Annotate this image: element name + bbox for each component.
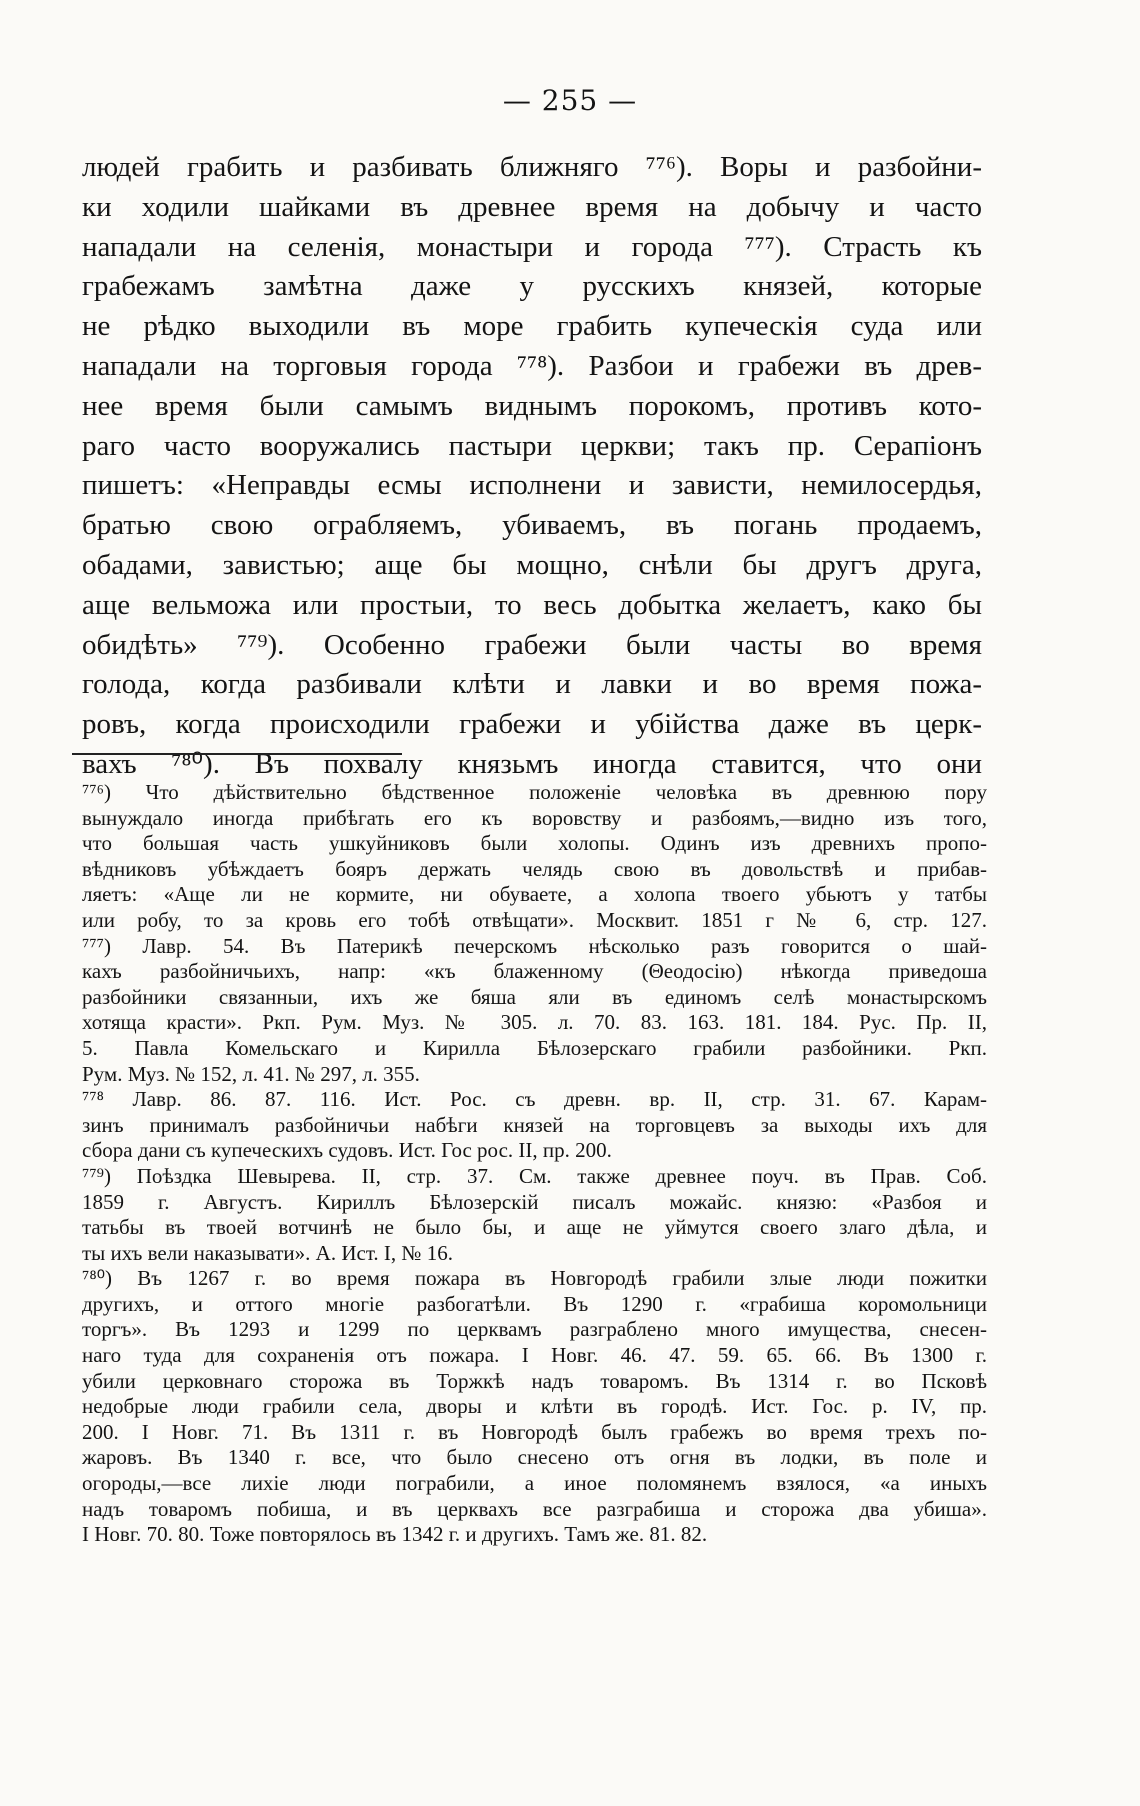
main-line: грабежамъ замѣтна даже у русскихъ князей, которые bbox=[82, 270, 982, 303]
main-line: пишетъ: «Неправды есмы исполнени и зависти, немилосердья, bbox=[82, 469, 982, 502]
footnote-line: убили церковнаго сторожа въ Торжкѣ надъ товаромъ. Въ 1314 г. во Псковѣ bbox=[82, 1368, 987, 1393]
footnote-line: наго туда для сохраненія отъ пожара. I Новг. 46. 47. 59. 65. 66. Въ 1300 г. bbox=[82, 1343, 987, 1368]
footnote-line: ляетъ: «Аще ли не кормите, ни обуваете, а холопа твоего убьютъ у татбы bbox=[82, 882, 987, 907]
main-line: братью свою ограбляемъ, убиваемъ, въ погань продаемъ, bbox=[82, 509, 982, 542]
footnote-line: надъ товаромъ побиша, и въ церквахъ все разграбиша и сторожа два убиша». bbox=[82, 1496, 987, 1521]
footnote-line: Рум. Муз. № 152, л. 41. № 297, л. 355. bbox=[82, 1061, 420, 1086]
footnote-line: 200. I Новг. 71. Въ 1311 г. въ Новгородѣ былъ грабежъ во время трехъ по- bbox=[82, 1419, 987, 1444]
footnote-line: 5. Павла Комельскаго и Кирилла Бѣлозерскаго грабили разбойники. Ркп. bbox=[82, 1035, 987, 1060]
footnote-line: I Новг. 70. 80. Тоже повторялось въ 1342 г. и другихъ. Тамъ же. 81. 82. bbox=[82, 1522, 708, 1547]
main-line: вахъ ⁷⁸⁰). Въ похвалу князьмъ иногда ставится, что они bbox=[82, 747, 982, 780]
footnote-line: ⁷⁷⁸ Лавр. 86. 87. 116. Ист. Рос. съ древн. вр. II, стр. 31. 67. Карам- bbox=[82, 1087, 987, 1112]
footnote-line: ⁷⁸⁰) Въ 1267 г. во время пожара въ Новгородѣ грабили злые люди пожитки bbox=[82, 1266, 987, 1291]
footnote-line: ты ихъ вели наказывати». А. Ист. I, № 16. bbox=[82, 1240, 453, 1265]
main-line: нападали на селенія, монастыри и города ⁷⁷⁷). Страсть къ bbox=[82, 230, 982, 263]
footnote-line: жаровъ. Въ 1340 г. все, что было снесено отъ огня въ лодки, въ поле и bbox=[82, 1445, 987, 1470]
main-line: людей грабить и разбивать ближняго ⁷⁷⁶). Воры и разбойни- bbox=[82, 151, 982, 183]
main-line: не рѣдко выходили въ море грабить купеческія суда или bbox=[82, 310, 982, 343]
main-line: ровъ, когда происходили грабежи и убійства даже въ церк- bbox=[82, 708, 982, 741]
main-line: нападали на торговыя города ⁷⁷⁸). Разбои и грабежи въ древ- bbox=[82, 349, 982, 382]
main-text bbox=[82, 148, 982, 785]
footnote-line: другихъ, и оттого многіе разбогатѣли. Въ 1290 г. «грабиша коромольници bbox=[82, 1291, 987, 1316]
main-line: обадами, завистью; аще бы мощно, снѣли бы другъ друга, bbox=[82, 548, 982, 581]
page-number: — 255 — bbox=[502, 84, 638, 117]
main-line: раго часто вооружались пастыри церкви; такъ пр. Серапіонъ bbox=[82, 429, 982, 462]
footnote-line: ⁷⁷⁹) Поѣздка Шевырева. II, стр. 37. См. также древнее поуч. въ Прав. Соб. bbox=[82, 1163, 987, 1188]
footnote-line: зинъ принималъ разбойничьи набѣги князей на торговцевъ за выходы ихъ для bbox=[82, 1112, 987, 1137]
footnote-line: татьбы въ твоей вотчинѣ не было бы, и аще не уймутся своего злаго дѣла, и bbox=[82, 1215, 987, 1240]
footnote-line: торгъ». Въ 1293 и 1299 по церквамъ разграблено много имущества, снесен- bbox=[82, 1317, 987, 1342]
footnote-line: кахъ разбойничьихъ, напр: «къ блаженному (Θеодосію) нѣкогда приведоша bbox=[82, 959, 987, 984]
footnote-line: вѣдниковъ убѣждаетъ бояръ держать челядь свою въ довольствѣ и прибав- bbox=[82, 856, 987, 881]
main-line: нее время были самымъ виднымъ порокомъ, противъ кото- bbox=[82, 389, 982, 422]
footnote-line: сбора дани съ купеческихъ судовъ. Ист. Гос рос. II, пр. 200. bbox=[82, 1138, 612, 1163]
footnote-line: ⁷⁷⁷) Лавр. 54. Въ Патерикѣ печерскомъ нѣсколько разъ говорится о шай- bbox=[82, 933, 987, 958]
main-line: обидѣть» ⁷⁷⁹). Особенно грабежи были часты во время bbox=[82, 628, 982, 661]
footnote-line: что большая часть ушкуйниковъ были холопы. Одинъ изъ древнихъ пропо- bbox=[82, 831, 987, 856]
main-line: голода, когда разбивали клѣти и лавки и во время пожа- bbox=[82, 668, 982, 701]
main-line: ки ходили шайками въ древнее время на добычу и часто bbox=[82, 190, 982, 223]
footnote-line: огороды,—все лихіе люди пограбили, а иное поломянемъ взялося, «а иныхъ bbox=[82, 1471, 987, 1496]
footnote-line: разбойники связанныи, ихъ же бяша яли въ единомъ селѣ монастырскомъ bbox=[82, 984, 987, 1009]
footnote-line: ⁷⁷⁶) Что дѣйствительно бѣдственное положеніе человѣка въ древнюю пору bbox=[82, 780, 987, 804]
footnote-line: недобрые люди грабили села, дворы и клѣти въ городѣ. Ист. Гос. р. IV, пр. bbox=[82, 1394, 987, 1419]
footnote-line: или робу, то за кровь его тобѣ отвѣщати». Москвит. 1851 г № 6, стр. 127. bbox=[82, 907, 987, 932]
footnote-line: 1859 г. Августъ. Кириллъ Бѣлозерскій писалъ можайс. князю: «Разбоя и bbox=[82, 1189, 987, 1214]
main-line: аще вельможа или простыи, то весь добытка желаетъ, како бы bbox=[82, 588, 982, 621]
footnotes bbox=[82, 780, 987, 1548]
footnote-line: вынуждало иногда прибѣгать его къ воровству и разбоямъ,—видно изъ того, bbox=[82, 805, 987, 830]
footnote-line: хотяща красти». Ркп. Рум. Муз. № 305. л. 70. 83. 163. 181. 184. Рус. Пр. II, bbox=[82, 1010, 987, 1035]
footnote-divider bbox=[72, 753, 402, 755]
